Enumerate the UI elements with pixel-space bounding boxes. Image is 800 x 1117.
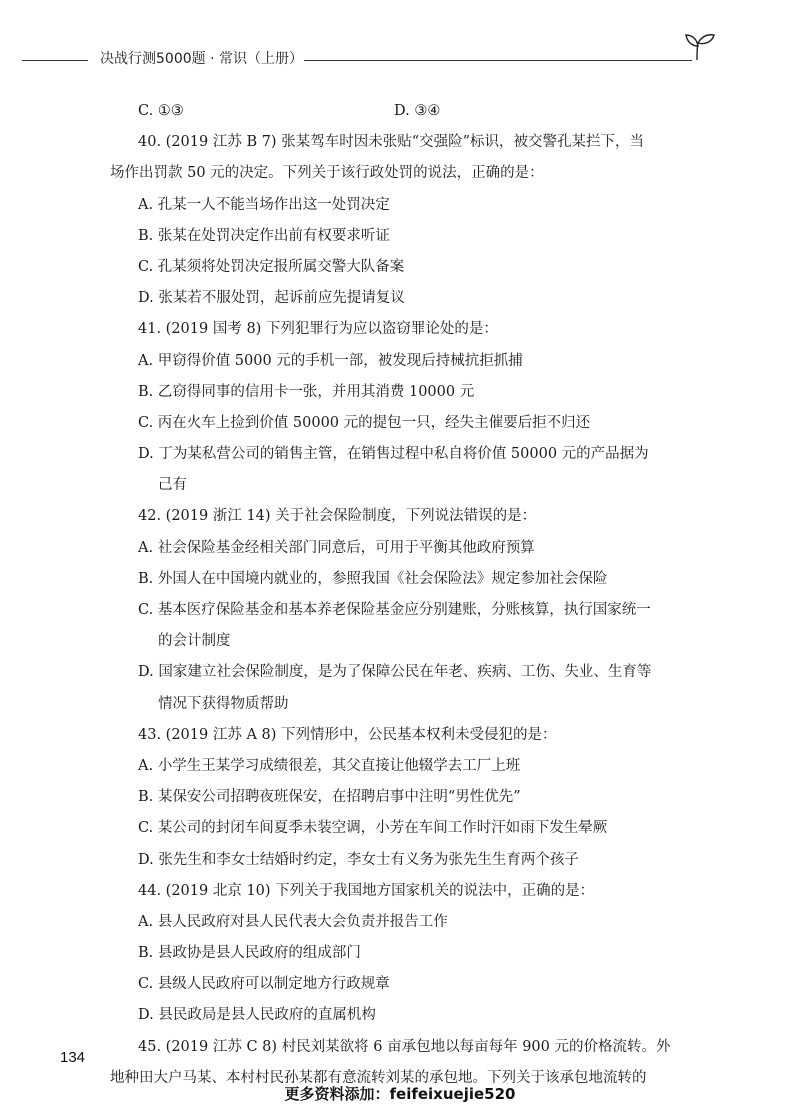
question-42-option-c: C. 基本医疗保险基金和基本养老保险基金应分别建账，分账核算，执行国家统一: [138, 602, 651, 618]
question-list: [110, 96, 700, 1094]
header-rule-left: [22, 60, 88, 61]
sprout-icon: [677, 32, 717, 62]
question-42-option-a: A. 社会保险基金经相关部门同意后，可用于平衡其他政府预算: [138, 539, 535, 556]
option-c: C. ①③: [138, 103, 184, 119]
question-45-stem-cont: 地种田大户马某、本村村民孙某都有意流转刘某的承包地。下列关于该承包地流转的: [110, 1069, 647, 1086]
question-42-stem: 42. (2019 浙江 14) 关于社会保险制度，下列说法错误的是：: [138, 508, 537, 525]
question-41-option-a: A. 甲窃得价值 5000 元的手机一部，被发现后持械抗拒抓捕: [138, 352, 523, 369]
page-number: 134: [60, 1049, 86, 1066]
question-40-option-d: D. 张某若不服处罚，起诉前应先提请复议: [138, 290, 405, 307]
question-40-option-a: A. 孔某一人不能当场作出这一处罚决定: [138, 196, 390, 213]
question-44-option-a: A. 县人民政府对县人民代表大会负责并报告工作: [138, 913, 448, 930]
running-header: [22, 46, 712, 70]
question-40-option-b: B. 张某在处罚决定作出前有权要求听证: [138, 227, 390, 244]
footer-note: 更多资料添加：feifeixuejie520: [284, 1085, 516, 1103]
question-40-stem-cont: 场作出罚款 50 元的决定。下列关于该行政处罚的说法，正确的是：: [110, 165, 544, 182]
question-43-option-b: B. 某保安公司招聘夜班保安，在招聘启事中注明“男性优先”: [138, 789, 521, 806]
question-40-stem: 40. (2019 江苏 B 7) 张某驾车时因未张贴“交强险”标识，被交警孔某拦下，当: [138, 134, 645, 151]
header-title: 决战行测5000题 · 常识（上册）: [100, 51, 303, 67]
question-43-option-d: D. 张先生和李女士结婚时约定，李女士有义务为张先生生育两个孩子: [138, 851, 579, 868]
question-41-stem: 41. (2019 国考 8) 下列犯罪行为应以盗窃罪论处的是：: [138, 321, 498, 338]
header-rule-right: [304, 60, 692, 61]
question-43-option-a: A. 小学生王某学习成绩很差，其父直接让他辍学去工厂上班: [138, 757, 521, 774]
option-d: D. ③④: [394, 103, 441, 119]
question-44-option-c: C. 县级人民政府可以制定地方行政规章: [138, 976, 390, 993]
question-41-option-c: C. 丙在火车上捡到价值 50000 元的提包一只，经失主催要后拒不归还: [138, 414, 591, 431]
question-43-option-c: C. 某公司的封闭车间夏季未装空调，小芳在车间工作时汗如雨下发生晕厥: [138, 820, 608, 837]
question-42-option-b: B. 外国人在中国境内就业的，参照我国《社会保险法》规定参加社会保险: [138, 570, 608, 587]
question-41-option-d-cont: 己有: [158, 477, 187, 494]
question-42-option-d-cont: 情况下获得物质帮助: [158, 695, 289, 712]
question-41-option-b: B. 乙窃得同事的信用卡一张，并用其消费 10000 元: [138, 383, 475, 400]
question-42-option-c-cont: 的会计制度: [158, 633, 231, 650]
question-41-option-d: D. 丁为某私营公司的销售主管，在销售过程中私自将价值 50000 元的产品据为: [138, 446, 649, 463]
question-43-stem: 43. (2019 江苏 A 8) 下列情形中，公民基本权利未受侵犯的是：: [138, 726, 557, 743]
question-44-option-d: D. 县民政局是县人民政府的直属机构: [138, 1007, 376, 1024]
question-40-option-c: C. 孔某须将处罚决定报所属交警大队备案: [138, 258, 405, 275]
question-45-stem: 45. (2019 江苏 C 8) 村民刘某欲将 6 亩承包地以每亩每年 900 元的价格流转。外: [138, 1038, 671, 1055]
question-44-option-b: B. 县政协是县人民政府的组成部门: [138, 945, 361, 962]
previous-question-options: [138, 96, 700, 127]
question-44-stem: 44. (2019 北京 10) 下列关于我国地方国家机关的说法中，正确的是：: [138, 882, 595, 899]
question-42-option-d: D. 国家建立社会保险制度，是为了保障公民在年老、疾病、工伤、失业、生育等: [138, 664, 652, 681]
